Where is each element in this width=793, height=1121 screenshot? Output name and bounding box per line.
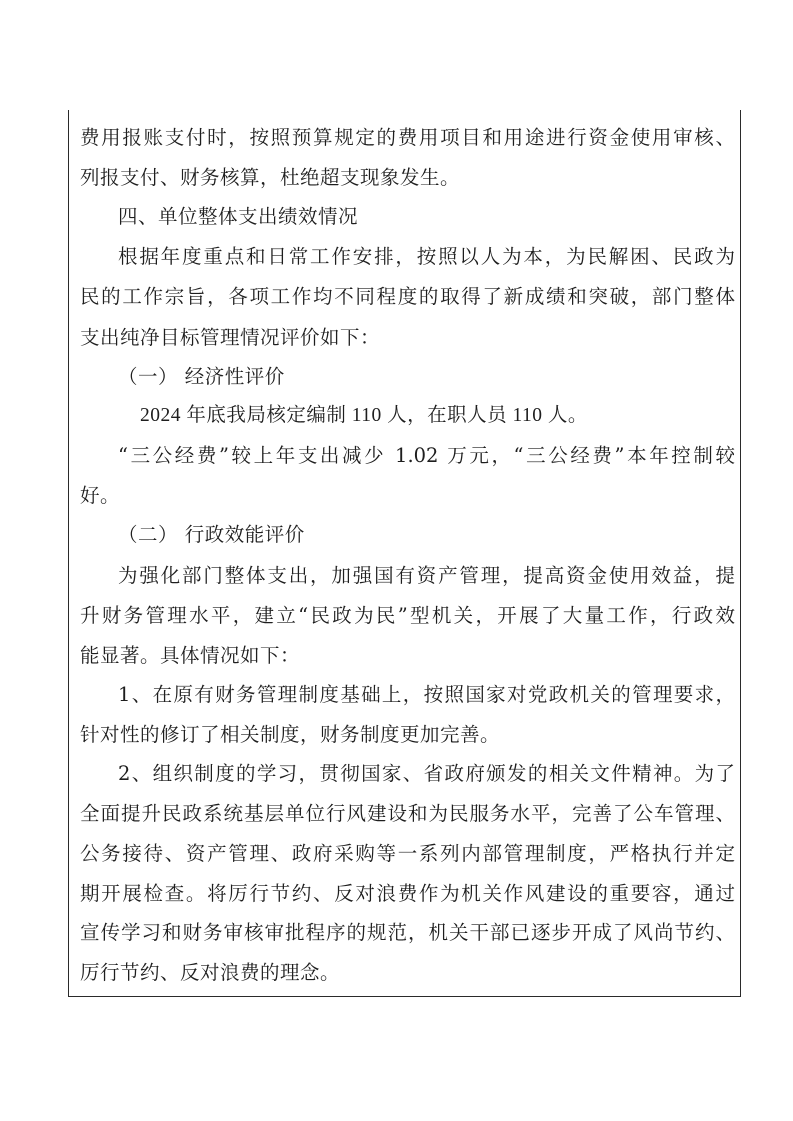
list-item-2-line-4: 期开展检查。将厉行节约、反对浪费作为机关作风建设的重要容，通过 [80, 882, 735, 905]
paragraph-line-10: 好。 [80, 484, 121, 507]
paragraph-line-1: 费用报账支付时，按照预算规定的费用项目和用途进行资金使用审核、 [80, 126, 735, 149]
paragraph-line-13: 升财务管理水平，建立“民政为民”型机关，开展了大量工作，行政效 [80, 604, 735, 627]
paragraph-line-staffing: 2024 年底我局核定编制 110 人，在职人员 110 人。 [140, 405, 588, 426]
subheading-efficiency: （二） 行政效能评价 [118, 523, 305, 546]
subheading-economy: （一） 经济性评价 [118, 365, 285, 388]
paragraph-line-2: 列报支付、财务核算，杜绝超支现象发生。 [80, 166, 461, 189]
list-item-2-line-1: 2、组织制度的学习，贯彻国家、省政府颁发的相关文件精神。为了 [118, 762, 735, 785]
paragraph-line-14: 能显著。具体情况如下： [80, 644, 301, 667]
paragraph-line-5: 民的工作宗旨，各项工作均不同程度的取得了新成绩和突破，部门整体 [80, 285, 735, 308]
paragraph-line-three-public: “三公经费”较上年支出减少 1.02 万元，“三公经费”本年控制较 [118, 444, 735, 467]
section-heading-4: 四、单位整体支出绩效情况 [118, 205, 359, 228]
list-item-2-line-5: 宣传学习和财务审核审批程序的规范，机关干部已逐步开成了风尚节约、 [80, 921, 735, 944]
paragraph-line-6: 支出纯净目标管理情况评价如下： [80, 326, 381, 349]
list-item-1-line-2: 针对性的修订了相关制度，财务制度更加完善。 [80, 723, 501, 746]
paragraph-line-12: 为强化部门整体支出，加强国有资产管理，提高资金使用效益，提 [118, 564, 735, 587]
list-item-1-line-1: 1、在原有财务管理制度基础上，按照国家对党政机关的管理要求， [118, 683, 735, 706]
list-item-2-line-6: 厉行节约、反对浪费的理念。 [80, 961, 341, 984]
list-item-2-line-2: 全面提升民政系统基层单位行风建设和为民服务水平，完善了公车管理、 [80, 802, 735, 825]
paragraph-line-4: 根据年度重点和日常工作安排，按照以人为本，为民解困、民政为 [118, 245, 735, 268]
list-item-2-line-3: 公务接待、资产管理、政府采购等一系列内部管理制度，严格执行并定 [80, 842, 735, 865]
